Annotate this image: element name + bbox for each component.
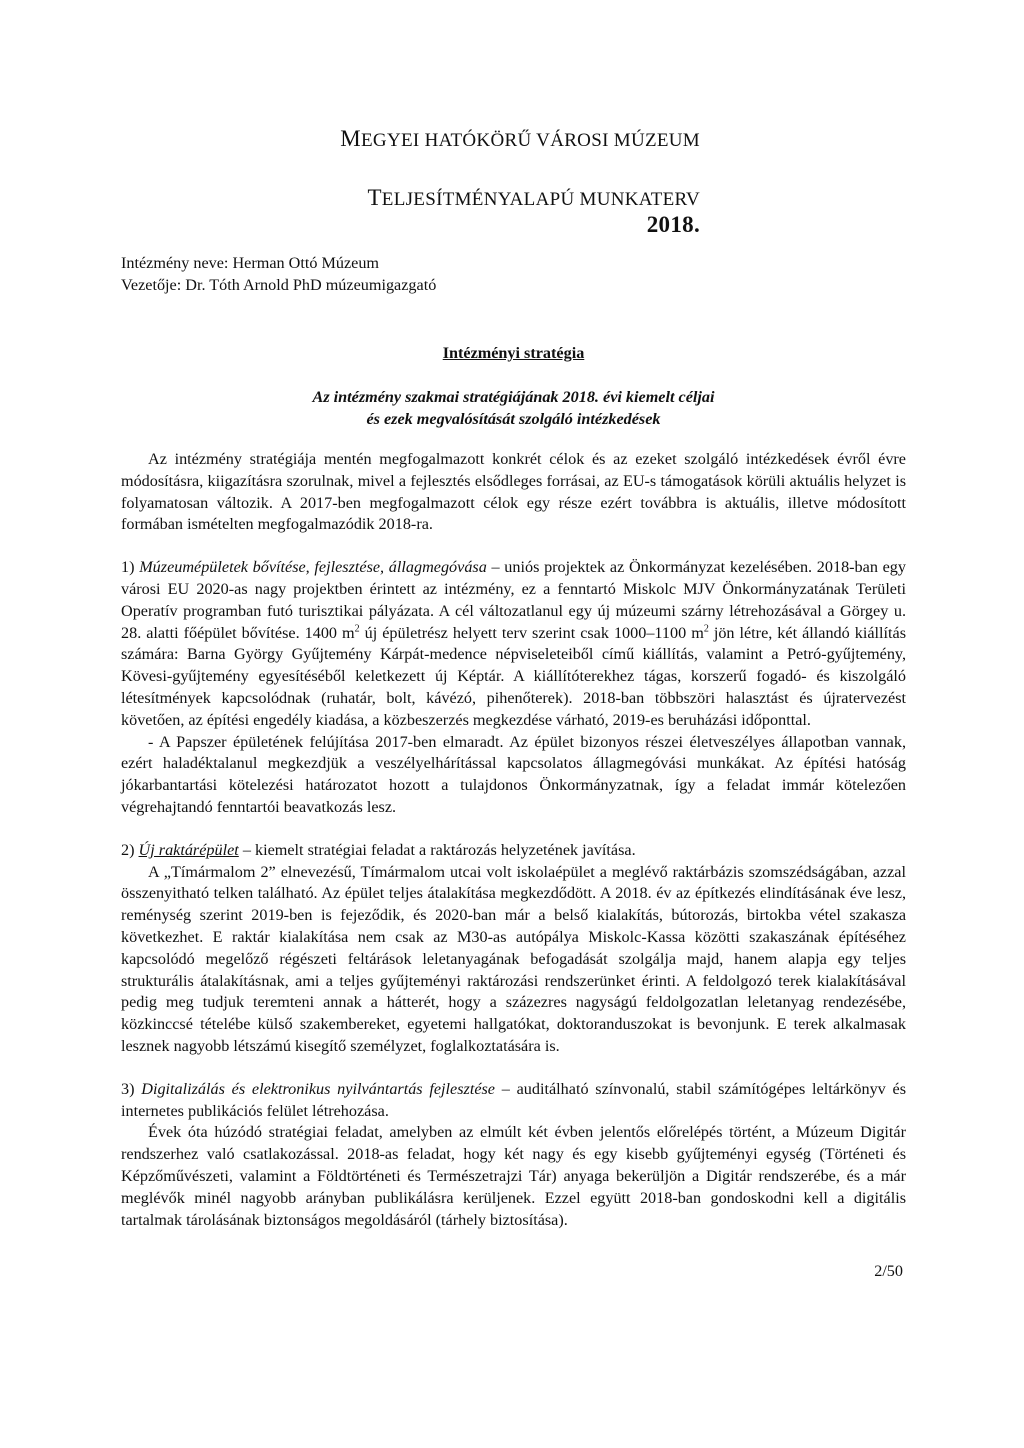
institution-name: Intézmény neve: Herman Ottó Múzeum <box>121 254 380 272</box>
papszer-paragraph: - A Papszer épületének felújítása 2017-ben elmaradt. Az épület bizonyos részei életveszélyes állapotban vannak, ezért haladéktalanul megkezdjük a veszélyelhárítással kapcsolatos állagmegóvási munkákat. Az építési hatóság jókarbantartási kötelezési határozatot hozott a tulajdonos Önkormányzatnak, így a feladat immár kötelezően végrehajtandó fenntartói beavatkozás lesz. <box>121 732 906 816</box>
intro-paragraph: Az intézmény stratégiája mentén megfogalmazott konkrét célok és az ezeket szolgáló intézkedések évről évre módosításra, kiigazításra szorulnak, mivel a fejlesztés elsődleges forrásai, az EU-s támogatások körüli aktuális helyzet is folyamatosan változik. A 2017-ben megfogalmazott célok egy része ezért továbbra is aktuális, illetve módosított formában ismételten megfogalmazódik 2018-ra. <box>121 450 906 534</box>
plan-year: 2018. <box>646 212 700 237</box>
section-heading: Intézményi stratégia <box>442 344 585 362</box>
item-1-paragraph: 1) Múzeumépületek bővítése, fejlesztése, állagmegóvása – uniós projektek az Önkormányzat kezelésében. 2018-ban egy városi EU 2020-as nagy projektben érintett az intézmény, ez a fenntartó Miskolc MJV Önkormányzatának Területi Operatív programban futó turisztikai pályázata. A cél változatlanul egy új múzeumi szárny létrehozásával a Görgey u. 28. alatti főépület bővítése. 1400 $m^2$ új épületrész helyett terv szerint csak 1000–1100 $m^2$ jön létre, két állandó kiállítás számára: Barna György Gyűjtemény Kárpát-medence népviseleteiből című kiállítás, valamint a Petró-gyűjtemény, Kövesi-gyűjtemény egyesítéséből keletkezett új Képtár. A kiállítóterekhez tágas, korszerű fogadó- és kiszolgáló létesítmények kapcsolódnak (ruhatár, bolt, kávézó, pihenőterek). 2018-ban többszöri halasztást és újratervezést követően, az építési engedély kiadása, a közbeszerzés megkezdése várható, 2019-es beruházási időponttal. <box>121 558 906 729</box>
museum-title: MEGYEI HATÓKÖRŰ VÁROSI MÚZEUM <box>340 126 700 151</box>
item-2-body: A „Tímármalom 2” elnevezésű, Tímármalom utcai volt iskolaépület a meglévő raktárbázis szomszédságában, azzal összenyitható telken található. Az épület teljes átalakítása megkezdődött. A 2018. év az építkezés elindításának éve lesz, reménység szerint 2019-ben is fejeződik, és 2020-ban már a belső kialakítás, bútorozás, birtokba vétel szakasza következhet. E raktár kialakítása nem csak az M30-as autópálya Miskolc-Kassa közötti szakaszának építéséhez kapcsolódó megelőző régészeti feltárások leletanyagának befogadását szolgálja majd, hanem alapja egy teljes strukturális átalakításnak, ami a teljes gyűjteményi raktározási rendszerünket érinti. A feldolgozó terek kialakításával pedig meg tudjuk teremteni annak a hátterét, hogy a százezres nagyságú feldolgozatlan leletanyag rendezésébe, közkinccsé tételébe külső szakembereket, egyetemi hallgatókat, doktoranduszokat is bevonjunk. E terek alkalmasak lesznek nagyobb létszámú kisegítő személyzet, foglalkoztatására is. <box>121 862 906 1055</box>
item-3-body: Évek óta húzódó stratégiai feladat, amelyben az elmúlt két évben jelentős előrelépés történt, a Múzeum Digitár rendszerhez való csatlakozással. 2018-as feladat, hogy két nagy és egy kisebb gyűjteményi egység (Történeti és Képzőművészeti, valamint a Földtörténeti és Természetrajzi Tár) anyaga bekerüljön a Digitár rendszerébe, és a már meglévők minél nagyobb arányban publikálásra kerüljenek. Ezzel együtt 2018-ban gondoskodni kell a digitális tartalmak tárolásának biztonságos megoldásáról (tárhely biztosítása). <box>121 1123 906 1229</box>
section-subtitle-2: és ezek megvalósítását szolgáló intézkedések <box>366 410 661 428</box>
plan-title: TELJESÍTMÉNYALAPÚ MUNKATERV <box>367 185 700 210</box>
item-2-title: Új raktárépület <box>138 840 239 859</box>
page-number: 2/50 <box>874 1262 903 1280</box>
body-text <box>121 449 906 1231</box>
section-subtitle-1: Az intézmény szakmai stratégiájának 2018. évi kiemelt céljai <box>312 388 715 406</box>
item-1-title: Múzeumépületek bővítése, fejlesztése, állagmegóvása <box>139 558 487 577</box>
item-3-paragraph: 3) Digitalizálás és elektronikus nyilvántartás fejlesztése – auditálható színvonalú, stabil számítógépes leltárkönyv és internetes publikációs felület létrehozása. <box>121 1079 906 1120</box>
item-3-title: Digitalizálás és elektronikus nyilvántartás fejlesztése <box>141 1079 495 1098</box>
item-2-paragraph: 2) Új raktárépület – kiemelt stratégiai feladat a raktározás helyzetének javítása. <box>121 840 636 859</box>
director-name: Vezetője: Dr. Tóth Arnold PhD múzeumigazgató <box>121 276 437 294</box>
